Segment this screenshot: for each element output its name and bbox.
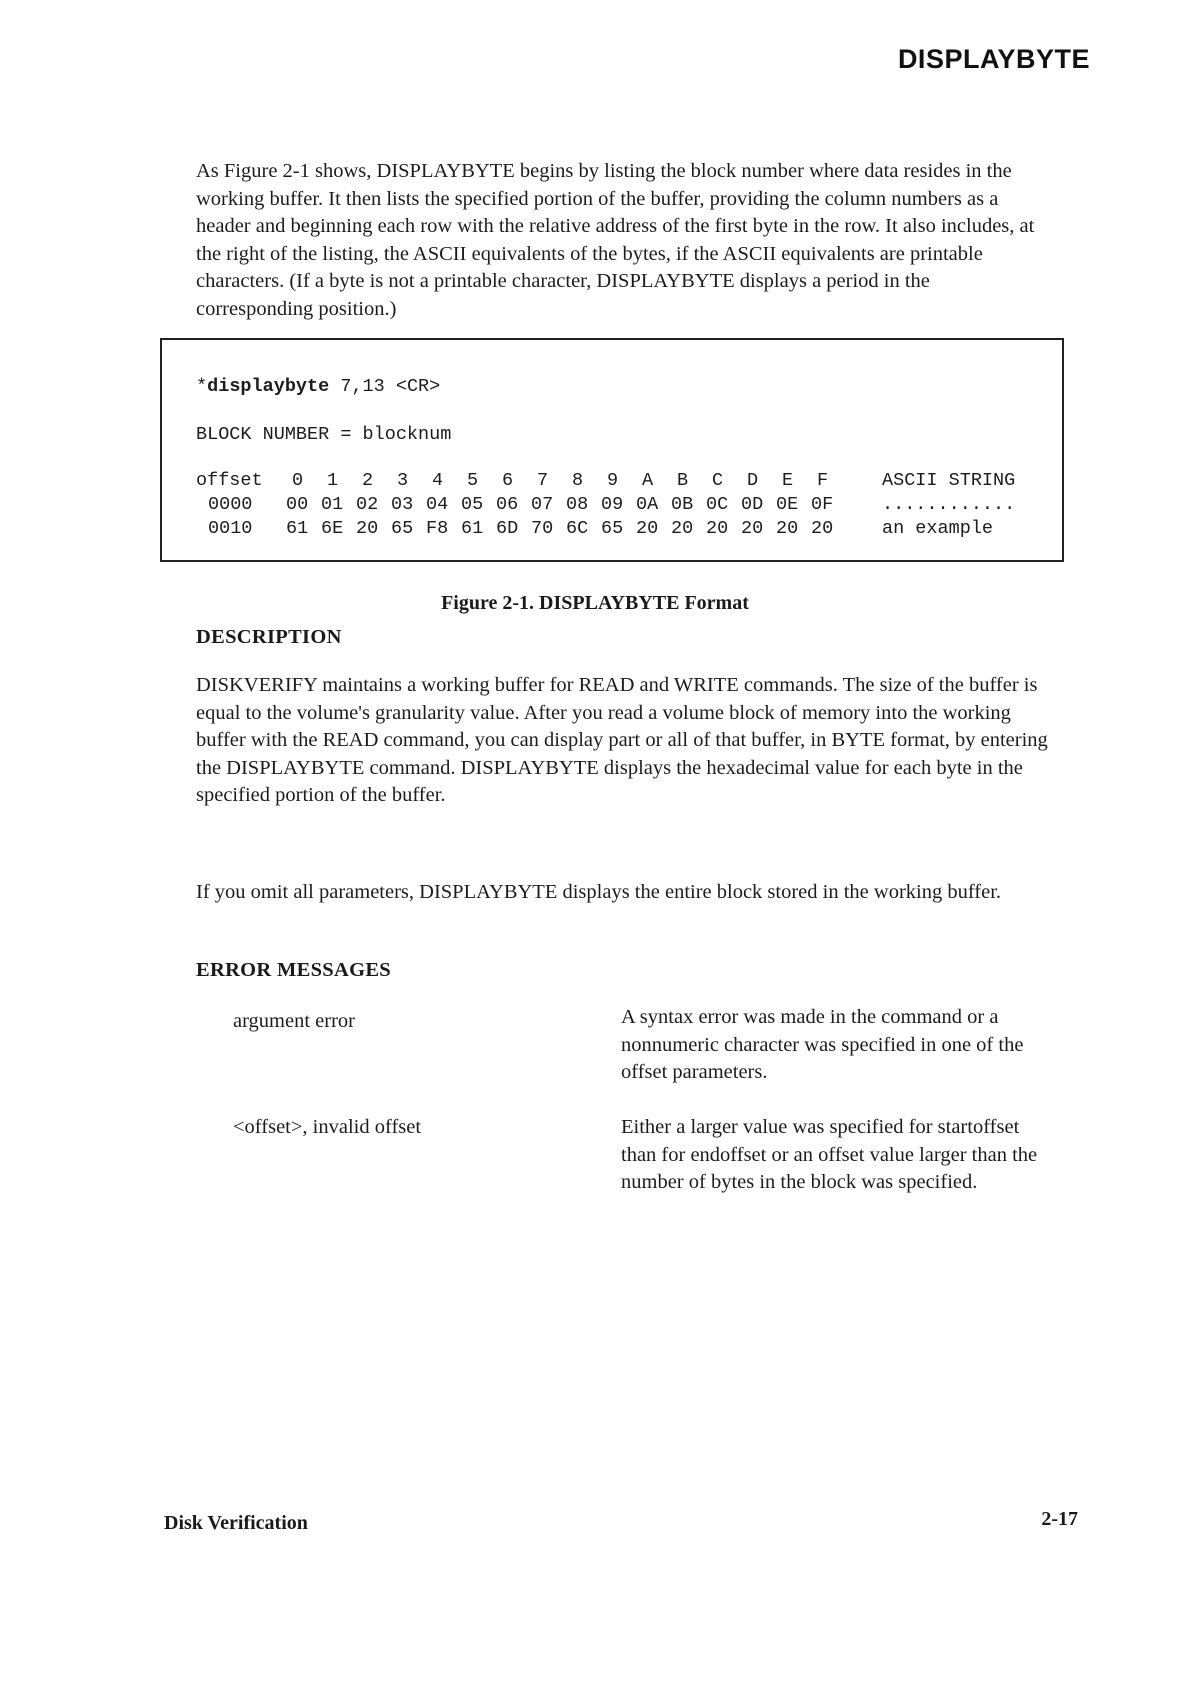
byte-value: 08 <box>566 494 589 515</box>
figure-caption: Figure 2-1. DISPLAYBYTE Format <box>441 592 749 614</box>
column-header: E <box>782 470 794 491</box>
byte-value: 06 <box>496 494 519 515</box>
byte-value: 20 <box>776 518 799 539</box>
byte-value: 0B <box>671 494 694 515</box>
byte-value: 07 <box>531 494 554 515</box>
description-heading: DESCRIPTION <box>196 626 342 648</box>
byte-value: 0D <box>741 494 764 515</box>
byte-value: 0A <box>636 494 659 515</box>
byte-value: 20 <box>706 518 729 539</box>
byte-value: 0F <box>811 494 834 515</box>
column-header: 2 <box>362 470 374 491</box>
byte-value: 01 <box>321 494 344 515</box>
byte-value: 20 <box>741 518 764 539</box>
error-message-name: <offset>, invalid offset <box>233 1116 422 1138</box>
byte-value: 02 <box>356 494 379 515</box>
byte-value: 20 <box>671 518 694 539</box>
error-messages-heading: ERROR MESSAGES <box>196 959 392 981</box>
block-number-line: BLOCK NUMBER = blocknum <box>196 424 452 445</box>
byte-value: F8 <box>426 518 449 539</box>
byte-value: 6C <box>566 518 589 539</box>
command-name: displaybyte <box>207 376 330 397</box>
footer-page-number: 2-17 <box>1041 1508 1078 1530</box>
command-prompt: * <box>196 376 208 397</box>
ascii-string: ............ <box>882 494 1016 515</box>
column-header: 3 <box>397 470 409 491</box>
figure-2-1-box <box>160 338 1064 562</box>
byte-value: 61 <box>286 518 309 539</box>
omit-parameters-paragraph: If you omit all parameters, DISPLAYBYTE displays the entire block stored in the working buffer. <box>196 881 1002 903</box>
byte-value: 0C <box>706 494 729 515</box>
column-header: C <box>712 470 724 491</box>
description-paragraph: DISKVERIFY maintains a working buffer for READ and WRITE commands. The size of the buffer is equal to the volume's granularity value. After you read a volume block of memory into the working buffer with the READ command, you can display part or all of that buffer, in BYTE format, by entering the DISPLAYBYTE command. DISPLAYBYTE displays the hexadecimal value for each byte in the specified portion of the buffer. <box>196 674 1048 806</box>
byte-value: 04 <box>426 494 449 515</box>
column-header: 7 <box>537 470 549 491</box>
byte-value: 20 <box>356 518 379 539</box>
byte-value: 65 <box>391 518 414 539</box>
byte-value: 70 <box>531 518 554 539</box>
command-line <box>196 376 440 397</box>
offset-header: offset <box>196 470 263 491</box>
byte-value: 61 <box>461 518 484 539</box>
byte-value: 65 <box>601 518 624 539</box>
column-header: 1 <box>327 470 339 491</box>
ascii-header: ASCII STRING <box>882 470 1016 491</box>
command-arguments: 7,13 <CR> <box>329 376 441 397</box>
column-header: 6 <box>502 470 514 491</box>
page-title: DISPLAYBYTE <box>897 44 1090 74</box>
column-header: B <box>677 470 689 491</box>
column-header: F <box>817 470 829 491</box>
byte-value: 00 <box>286 494 309 515</box>
ascii-string: an example <box>882 518 994 539</box>
row-offset: 0010 <box>208 518 253 539</box>
error-message-name: argument error <box>233 1010 355 1032</box>
column-header: 4 <box>432 470 444 491</box>
byte-value: 20 <box>811 518 834 539</box>
byte-value: 09 <box>601 494 624 515</box>
error-message-explanation: Either a larger value was specified for startoffset than for endoffset or an offset value larger than the number of bytes in the block was specified. <box>621 1116 1038 1193</box>
byte-value: 6D <box>496 518 519 539</box>
byte-value: 0E <box>776 494 799 515</box>
column-header: 9 <box>607 470 619 491</box>
byte-value: 6E <box>321 518 344 539</box>
row-offset: 0000 <box>208 494 253 515</box>
column-header: A <box>642 470 654 491</box>
column-header: 0 <box>292 470 304 491</box>
error-message-explanation: A syntax error was made in the command or a nonnumeric character was specified in one of the offset parameters. <box>621 1006 1024 1083</box>
column-header: D <box>747 470 759 491</box>
column-header: 8 <box>572 470 584 491</box>
byte-value: 20 <box>636 518 659 539</box>
intro-paragraph: As Figure 2-1 shows, DISPLAYBYTE begins by listing the block number where data resides in the working buffer. It then lists the specified portion of the buffer, providing the column numbers as a header and beginning each row with the relative address of the first byte in the row. It also includes, at the right of the listing, the ASCII equivalents of the bytes, if the ASCII equivalents are printable characters. (If a byte is not a printable character, DISPLAYBYTE displays a period in the corresponding position.) <box>196 160 1035 320</box>
byte-value: 05 <box>461 494 484 515</box>
footer-section-name: Disk Verification <box>164 1512 308 1534</box>
byte-value: 03 <box>391 494 414 515</box>
column-header: 5 <box>467 470 479 491</box>
